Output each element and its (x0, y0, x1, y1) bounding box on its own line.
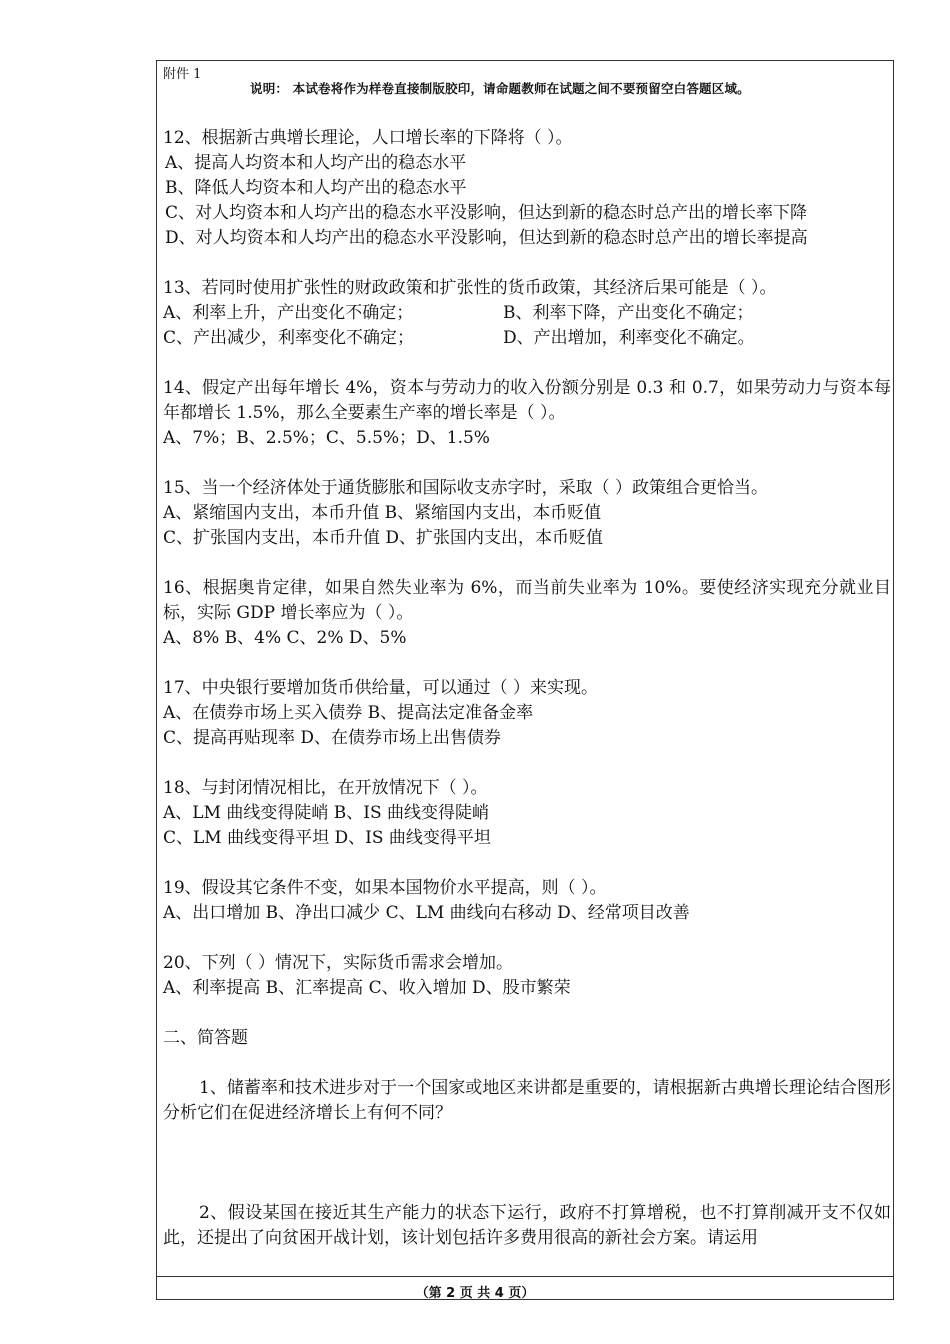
question-stem: 15、当一个经济体处于通货膨胀和国际收支赤字时，采取（ ）政策组合更恰当。 (163, 478, 769, 498)
question-18 (163, 776, 891, 851)
option: C、扩张国内支出，本币升值 D、扩张国内支出，本币贬值 (163, 528, 604, 548)
question-stem: 14、假定产出每年增长 4%，资本与劳动力的收入份额分别是 0.3 和 0.7，如果劳动力与资本每年都增长 1.5%，那么全要素生产率的增长率是（ ）。 (163, 378, 891, 423)
question-stem: 17、中央银行要增加货币供给量，可以通过（ ）来实现。 (163, 678, 599, 698)
instruction-note: 说明： 本试卷将作为样卷直接制版胶印，请命题教师在试题之间不要预留空白答题区域。 (250, 81, 750, 96)
short-answer-question-2: 2、假设某国在接近其生产能力的状态下运行，政府不打算增税，也不打算削减开支不仅如此，还提出了向贫困开战计划，该计划包括许多费用很高的新社会方案。请运用 (163, 1203, 891, 1248)
option: A、8% B、4% C、2% D、5% (163, 628, 407, 648)
question-stem: 16、根据奥肯定律，如果自然失业率为 6%，而当前失业率为 10%。要使经济实现充分就业目标，实际 GDP 增长率应为（ ）。 (163, 578, 891, 623)
option: D、对人均资本和人均产出的稳态水平没影响，但达到新的稳态时总产出的增长率提高 (165, 228, 808, 248)
option: A、提高人均资本和人均产出的稳态水平 (165, 153, 467, 173)
option: C、对人均资本和人均产出的稳态水平没影响，但达到新的稳态时总产出的增长率下降 (165, 203, 808, 223)
option: B、利率下降，产出变化不确定； (503, 303, 754, 323)
option: A、7%；B、2.5%；C、5.5%；D、1.5% (163, 428, 490, 448)
option: C、LM 曲线变得平坦 D、IS 曲线变得平坦 (163, 828, 491, 848)
attachment-label: 附件 1 (163, 67, 202, 82)
option: D、产出增加，利率变化不确定。 (503, 328, 755, 348)
option: A、出口增加 B、净出口减少 C、LM 曲线向右移动 D、经常项目改善 (163, 903, 690, 923)
option: A、在债券市场上买入债券 B、提高法定准备金率 (163, 703, 534, 723)
option: A、利率上升，产出变化不确定； (163, 303, 414, 323)
option-row (163, 301, 891, 326)
section-title: 二、简答题 (163, 1028, 248, 1048)
question-15 (163, 476, 891, 551)
question-16 (163, 576, 891, 651)
page-number: （第 2 页 共 4 页） (415, 1286, 535, 1301)
short-answer-question-1: 1、储蓄率和技术进步对于一个国家或地区来讲都是重要的，请根据新古典增长理论结合图形分析它们在促进经济增长上有何不同？ (163, 1078, 891, 1123)
option: A、LM 曲线变得陡峭 B、IS 曲线变得陡峭 (163, 803, 490, 823)
exam-content (163, 126, 891, 1251)
question-17 (163, 676, 891, 751)
question-stem: 12、根据新古典增长理论，人口增长率的下降将（ ）。 (163, 128, 573, 148)
option: A、利率提高 B、汇率提高 C、收入增加 D、股市繁荣 (163, 978, 571, 998)
question-19 (163, 876, 891, 926)
question-14 (163, 376, 891, 451)
option: C、产出减少，利率变化不确定； (163, 328, 415, 348)
footer-divider (156, 1276, 894, 1277)
question-13 (163, 276, 891, 351)
option: C、提高再贴现率 D、在债券市场上出售债券 (163, 728, 502, 748)
question-stem: 18、与封闭情况相比，在开放情况下（ ）。 (163, 778, 488, 798)
option-row (163, 326, 891, 351)
question-stem: 19、假设其它条件不变，如果本国物价水平提高，则（ ）。 (163, 878, 607, 898)
question-stem: 13、若同时使用扩张性的财政政策和扩张性的货币政策，其经济后果可能是（ ）。 (163, 278, 777, 298)
option: A、紧缩国内支出，本币升值 B、紧缩国内支出，本币贬值 (163, 503, 602, 523)
question-stem: 20、下列（ ）情况下，实际货币需求会增加。 (163, 953, 514, 973)
question-20 (163, 951, 891, 1001)
option: B、降低人均资本和人均产出的稳态水平 (165, 178, 467, 198)
question-12 (163, 126, 891, 251)
